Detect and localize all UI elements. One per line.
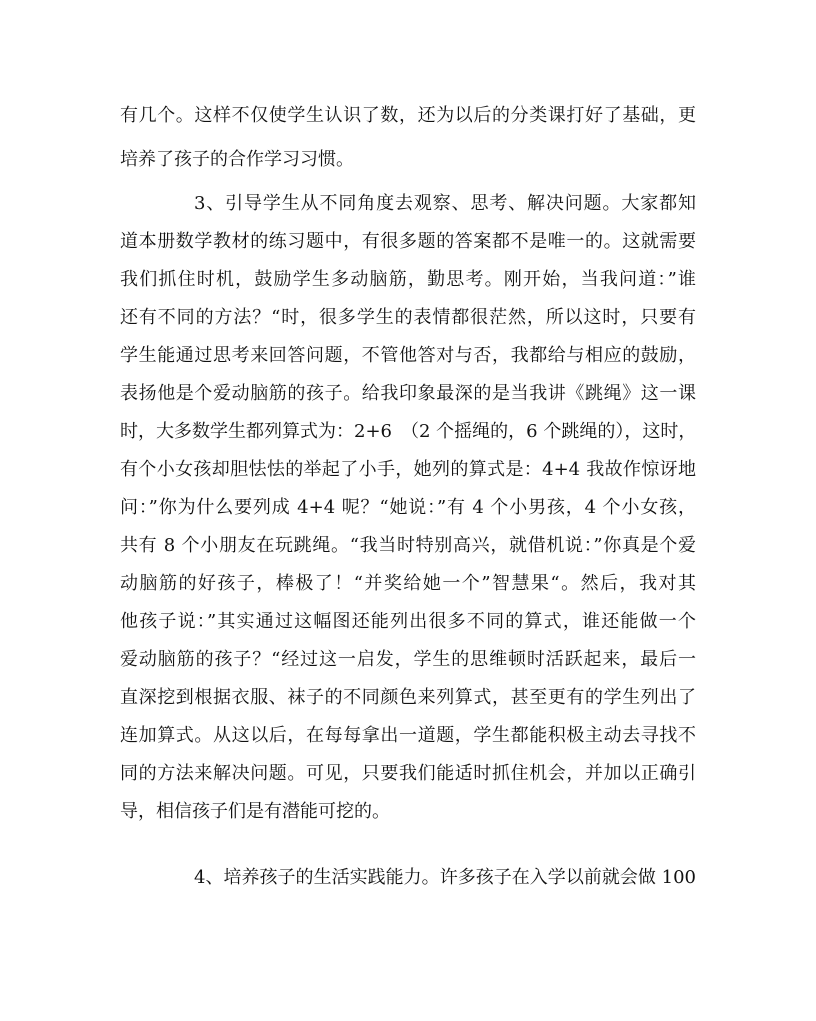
text-line-15: 爱动脑筋的孩子？“经过这一启发，学生的思维顿时活跃起来，最后一 (120, 649, 696, 670)
text-line-6: 还有不同的方法？“时，很多学生的表情都很茫然，所以这时，只要有 (120, 307, 696, 328)
text-line-10: 有个小女孩却胆怯怯的举起了小手，她列的算式是：4+4 我故作惊讶地 (120, 459, 696, 480)
text-line-13: 动脑筋的好孩子，棒极了！“并奖给她一个”智慧果“。然后，我对其 (120, 573, 696, 594)
text-line-12: 共有 8 个小朋友在玩跳绳。“我当时特别高兴，就借机说：”你真是个爱 (120, 535, 696, 556)
text-line-19: 导，相信孩子们是有潜能可挖的。 (120, 801, 390, 822)
paragraph-4-first-line: 4、培养孩子的生活实践能力。许多孩子在入学以前就会做 100 (194, 867, 696, 888)
text-line-4: 道本册数学教材的练习题中，有很多题的答案都不是唯一的。这就需要 (120, 231, 696, 252)
text-line-17: 连加算式。从这以后，在每每拿出一道题，学生都能积极主动去寻找不 (120, 725, 696, 746)
text-line-8: 表扬他是个爱动脑筋的孩子。给我印象最深的是当我讲《跳绳》这一课 (120, 383, 696, 404)
text-line-11: 问：”你为什么要列成 4+4 呢？“她说：”有 4 个小男孩，4 个小女孩， (120, 497, 696, 518)
text-line-1: 有几个。这样不仅使学生认识了数，还为以后的分类课打好了基础，更 (120, 105, 696, 126)
text-line-7: 学生能通过思考来回答问题，不管他答对与否，我都给与相应的鼓励， (120, 345, 696, 366)
text-line-5: 我们抓住时机，鼓励学生多动脑筋，勤思考。刚开始，当我问道：”谁 (120, 269, 696, 290)
text-line-2: 培养了孩子的合作学习习惯。 (120, 149, 354, 170)
text-line-16: 直深挖到根据衣服、袜子的不同颜色来列算式，甚至更有的学生列出了 (120, 687, 696, 708)
text-line-18: 同的方法来解决问题。可见，只要我们能适时抓住机会，并加以正确引 (120, 763, 696, 784)
paragraph-3-first-line: 3、引导学生从不同角度去观察、思考、解决问题。大家都知 (194, 193, 696, 214)
text-line-9: 时，大多数学生都列算式为：2+6 （2 个摇绳的，6 个跳绳的），这时， (120, 421, 697, 442)
text-line-14: 他孩子说：”其实通过这幅图还能列出很多不同的算式，谁还能做一个 (120, 611, 696, 632)
